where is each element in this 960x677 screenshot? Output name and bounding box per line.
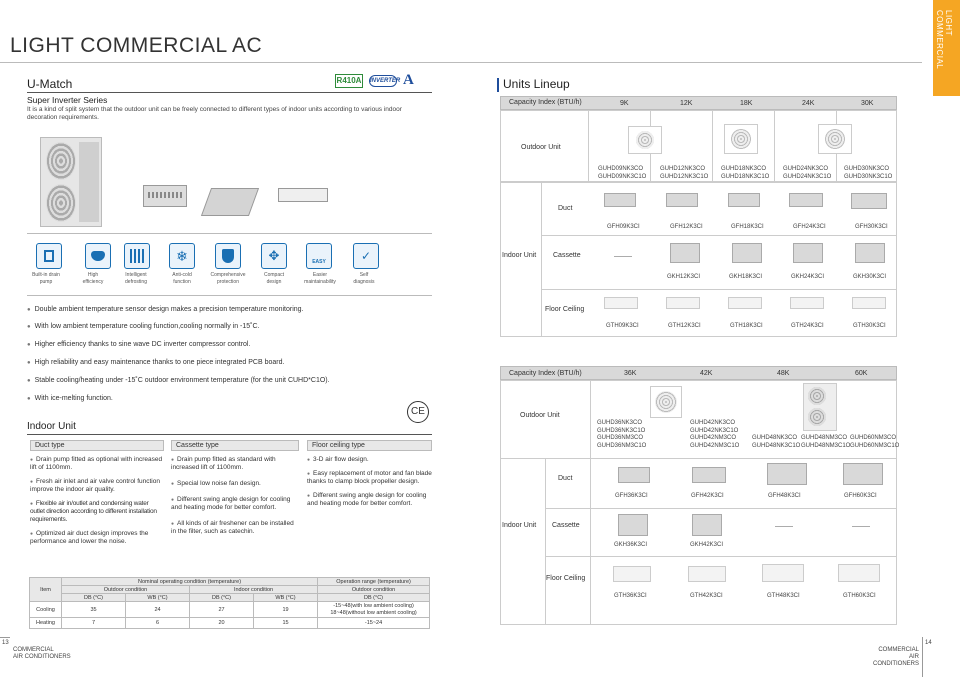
t2-outdoor-model-3 <box>752 435 800 450</box>
t2-duct-model-3: GFH48K3CI <box>768 493 801 499</box>
condition-table <box>29 577 430 629</box>
floor-feature-2: ● Easy replacement of motor and fan blade thanks to clamp block propeller design. <box>307 470 432 486</box>
cassette-feature-4: ● All kinds of air freshener can be installed in the filter, such as catechin. <box>171 520 299 536</box>
heating-range: -15~24 <box>318 618 430 629</box>
footer-right-text <box>870 647 919 668</box>
t1-cassette-model-3: GKH18K3CI <box>729 274 763 280</box>
row-cooling-label: Cooling <box>30 602 62 618</box>
th-db3: DB (°C) <box>318 594 430 602</box>
feature-label-7a: Easier <box>312 272 328 278</box>
duct-unit-image <box>666 193 698 207</box>
cooling-range-2: 18~48(without low ambient cooling) <box>330 609 417 616</box>
t1-outdoor-model-2 <box>660 165 709 181</box>
cassette-unit-image <box>670 243 700 263</box>
feature-label-3b: defrosting <box>125 279 147 285</box>
t1-floor-model-1: GTH09K3CI <box>606 323 639 329</box>
t2-cassette-model-1: GKH36K3CI <box>614 542 648 548</box>
easy-maintenance-icon <box>306 243 332 269</box>
page-number-left: 13 <box>2 640 9 646</box>
feature-label-4a: Anti-cold <box>172 272 192 278</box>
t1-outdoor-model-5 <box>844 165 893 181</box>
t1-floor-label: Floor Ceiling <box>545 306 585 313</box>
t1-cap-12k: 12K <box>680 100 693 107</box>
duct-feature-3: ● Flexible air in/outlet and condensing water outlet direction according to different installation requirements. <box>30 500 164 524</box>
feature-label-4b: function <box>173 279 191 285</box>
ce-mark: CE <box>407 401 429 423</box>
th-nominal: Nominal operating condition (temperature) <box>62 578 318 586</box>
floor-ceiling-type-column <box>307 440 432 508</box>
t1-outdoor-label: Outdoor Unit <box>521 144 561 151</box>
t1-cassette-model-2: GKH12K3CI <box>667 274 701 280</box>
self-diagnosis-icon: ✓ <box>353 243 379 269</box>
divider <box>541 182 542 337</box>
feature-label-8b: diagnosis <box>353 279 375 285</box>
t1-floor-model-5: GTH30K3CI <box>853 323 886 329</box>
row-heating-label: Heating <box>30 618 62 629</box>
divider <box>712 110 713 182</box>
floor-ceiling-heading: Floor ceiling type <box>307 440 432 451</box>
lineup-title: Units Lineup <box>503 77 570 91</box>
cell: 15 <box>254 618 318 629</box>
t2-cassette-model-4: ——— <box>852 524 870 530</box>
floor-ceiling-unit-image <box>728 297 762 309</box>
duct-feature-2: ● Fresh air inlet and air valve control function improve the indoor air quality. <box>30 478 164 494</box>
model-text: GUHD60NM3CO <box>850 435 897 441</box>
duct-unit-image <box>843 463 883 485</box>
t1-capacity-row <box>500 96 897 110</box>
th-db2: DB (°C) <box>190 594 254 602</box>
t2-floor-label: Floor Ceiling <box>546 575 586 582</box>
th-wb1: WB (°C) <box>126 594 190 602</box>
t1-duct-model-1: GFH09K3CI <box>607 224 640 230</box>
t1-floor-model-4: GTH24K3CI <box>791 323 824 329</box>
model-text: GUHD42NK3CO <box>690 420 736 426</box>
th-indoor: Indoor condition <box>190 586 318 594</box>
t1-cassette-model-1: ——— <box>614 254 632 260</box>
efficiency-icon <box>85 243 111 269</box>
section-title-lineup <box>497 77 570 92</box>
t2-floor-model-3: GTH48K3CI <box>767 593 800 599</box>
feature-labels <box>26 272 406 290</box>
feature-label-8a: Self <box>359 272 369 278</box>
model-text: GUHD60NM3C1O <box>850 442 900 449</box>
floor-ceiling-unit-image <box>613 566 651 582</box>
t1-cassette-label: Cassette <box>553 252 581 259</box>
page-title: LIGHT COMMERCIAL AC <box>10 34 263 57</box>
anti-cold-icon: ❄ <box>169 243 195 269</box>
model-text: GUHD48NK3CO <box>752 435 798 441</box>
duct-unit-image <box>767 463 807 485</box>
footer-text: COMMERCIAL <box>13 647 54 653</box>
feature-rule <box>27 233 432 234</box>
cassette-unit-image <box>201 188 259 216</box>
outdoor-unit-image <box>803 383 837 431</box>
cassette-feature-2: ● Special low noise fan design. <box>171 480 299 488</box>
t2-duct-model-4: GFH60K3CI <box>844 493 877 499</box>
bullet-3: ● Higher efficiency thanks to sine wave DC inverter compressor control. <box>27 341 250 348</box>
title-rule <box>0 62 922 63</box>
model-text: GUHD12NK3C1O <box>660 174 709 180</box>
divider <box>545 556 897 557</box>
t1-duct-model-2: GFH12K3CI <box>670 224 703 230</box>
t2-cassette-model-2: GKH42K3CI <box>690 542 724 548</box>
duct-feature-4: ● Optimized air duct design improves the performance and lower the noise. <box>30 530 164 546</box>
outdoor-unit-image <box>628 126 662 154</box>
indoor-unit-title: Indoor Unit <box>27 421 76 432</box>
bullet-5: ● Stable cooling/heating under -15˚C outdoor environment temperature (for the unit CUHD*C1O). <box>27 377 330 384</box>
bullet-1: ● Double ambient temperature sensor design makes a precision temperature monitoring. <box>27 306 304 313</box>
model-text: GUHD36NK3C1O <box>597 427 646 434</box>
model-text: GUHD36NM3CO <box>597 435 644 441</box>
t2-indoor-label: Indoor Unit <box>502 522 537 529</box>
duct-type-column <box>30 440 164 546</box>
section-title-umatch: U-Match <box>27 77 73 91</box>
feature-label-6b: design <box>266 279 282 285</box>
footer-text: COMMERCIAL <box>878 647 919 653</box>
t2-floor-model-2: GTH42K3CI <box>690 593 723 599</box>
floor-ceiling-unit-image <box>838 564 880 582</box>
protection-shield-icon <box>215 243 241 269</box>
floor-ceiling-unit-image <box>278 188 328 202</box>
t2-cap-42k: 42K <box>700 370 713 377</box>
t1-outdoor-model-1 <box>598 165 647 181</box>
floor-ceiling-unit-image <box>688 566 726 582</box>
floor-ceiling-unit-image <box>666 297 700 309</box>
outdoor-unit-image <box>40 137 102 227</box>
model-text: GUHD09NK3CO <box>598 166 644 172</box>
easy-label: EASY <box>312 259 326 265</box>
duct-unit-image <box>143 185 187 207</box>
t1-duct-model-3: GFH18K3CI <box>731 224 764 230</box>
t2-cassette-label: Cassette <box>552 522 580 529</box>
divider <box>545 508 897 509</box>
bullet-4: ● High reliability and easy maintenance thanks to one piece integrated PCB board. <box>27 359 284 366</box>
cooling-range-1: -15~48(with low ambient cooling) <box>333 602 414 609</box>
t2-outdoor-model-4 <box>801 435 850 450</box>
side-tab-label: LIGHT COMMERCIAL <box>935 10 953 70</box>
cassette-feature-1: ● Drain pump fitted as standard with increased lift of 1100mm. <box>171 456 299 472</box>
footer-left-text <box>13 647 71 661</box>
title-bar-marker <box>497 78 499 92</box>
model-text: GUHD36NM3C1O <box>597 442 647 449</box>
model-text: GUHD48NM3CO <box>801 435 848 441</box>
footer-right-rule <box>922 637 923 677</box>
feature-label-5b: protection <box>217 279 239 285</box>
th-item: Item <box>30 578 62 602</box>
model-text: GUHD42NM3CO <box>690 435 737 441</box>
t1-cassette-model-4: GKH24K3CI <box>791 274 825 280</box>
cassette-unit-image <box>692 514 722 536</box>
compact-design-icon: ✥ <box>261 243 287 269</box>
page-number-right: 14 <box>925 640 932 646</box>
t2-duct-model-1: GFH36K3CI <box>615 493 648 499</box>
footer-text: AIR CONDITIONERS <box>13 654 71 660</box>
t2-capacity-row <box>500 366 897 380</box>
t2-duct-model-2: GFH42K3CI <box>691 493 724 499</box>
model-text: GUHD42NK3C1O <box>690 427 739 434</box>
duct-unit-image <box>618 467 650 483</box>
divider <box>545 458 546 625</box>
duct-unit-image <box>789 193 823 207</box>
t2-outdoor-model-2 <box>690 420 739 450</box>
feature-label-2a: High <box>87 272 99 278</box>
drain-pump-icon <box>36 243 62 269</box>
model-text: GUHD48NK3C1O <box>752 442 801 449</box>
model-text: GUHD36NK3CO <box>597 420 643 426</box>
series-title: Super Inverter Series <box>27 95 108 105</box>
t1-floor-model-2: GTH12K3CI <box>668 323 701 329</box>
footer-text: AIR CONDITIONERS <box>872 654 919 667</box>
feature-label-1a: Built-in drain <box>32 272 60 278</box>
floor-ceiling-unit-image <box>762 564 804 582</box>
t1-duct-model-4: GFH24K3CI <box>793 224 826 230</box>
defrost-icon <box>124 243 150 269</box>
feature-label-1b: pump <box>39 279 53 285</box>
t2-cap-36k: 36K <box>624 370 637 377</box>
t2-outdoor-label: Outdoor Unit <box>520 412 560 419</box>
t2-duct-label: Duct <box>558 475 573 482</box>
t1-cap-24k: 24K <box>802 100 815 107</box>
inverter-badge: INVERTER <box>369 75 397 87</box>
model-text: GUHD09NK3C1O <box>598 174 647 180</box>
model-text: GUHD42NM3C1O <box>690 442 740 449</box>
t2-floor-model-4: GTH60K3CI <box>843 593 876 599</box>
outdoor-unit-image <box>650 386 682 418</box>
cassette-unit-image <box>618 514 648 536</box>
th-db1: DB (°C) <box>62 594 126 602</box>
th-range-outdoor: Outdoor condition <box>318 586 430 594</box>
cell: 19 <box>254 602 318 618</box>
t2-cap-48k: 48K <box>777 370 790 377</box>
t1-cap-30k: 30K <box>861 100 874 107</box>
t2-cassette-model-3: ——— <box>775 524 793 530</box>
t1-cap-9k: 9K <box>620 100 629 107</box>
table-row <box>30 602 430 618</box>
section-rule <box>27 92 432 93</box>
feature-label-6a: Compact <box>263 272 284 278</box>
cassette-unit-image <box>732 243 762 263</box>
cell: 20 <box>190 618 254 629</box>
t1-duct-label: Duct <box>558 205 573 212</box>
bullet-2: ● With low ambient temperature cooling function,cooling normally in -15˚C. <box>27 323 260 330</box>
duct-unit-image <box>604 193 636 207</box>
t1-cap-label: Capacity Index (BTU/h) <box>509 99 582 106</box>
r410a-badge: R410A <box>335 74 363 88</box>
model-text: GUHD18NK3C1O <box>721 174 770 180</box>
side-tab <box>933 0 960 96</box>
th-outdoor: Outdoor condition <box>62 586 190 594</box>
divider <box>541 289 897 290</box>
cassette-unit-image <box>855 243 885 263</box>
cell: 35 <box>62 602 126 618</box>
table-row <box>30 618 430 629</box>
divider <box>588 110 589 182</box>
t2-cap-60k: 60K <box>855 370 868 377</box>
t2-floor-model-1: GTH36K3CI <box>614 593 647 599</box>
feature-label-3a: Intelligent <box>125 272 147 278</box>
feature-label-7b: maintainability <box>304 279 336 285</box>
duct-unit-image <box>728 193 760 207</box>
outdoor-unit-image <box>818 124 852 154</box>
cassette-type-column <box>171 440 299 536</box>
divider <box>500 458 897 459</box>
series-desc: It is a kind of split system that the outdoor unit can be freely connected to different types of indoor units according to various indoor decoration requirements. <box>27 106 402 121</box>
model-text: GUHD30NK3CO <box>844 166 890 172</box>
indoor-rule <box>27 434 432 435</box>
model-text: GUHD24NK3CO <box>783 166 829 172</box>
outdoor-unit-image <box>724 124 758 154</box>
cell: 7 <box>62 618 126 629</box>
duct-unit-image <box>692 467 726 483</box>
model-text: GUHD30NK3C1O <box>844 174 893 180</box>
th-range: Operation range (temperature) <box>318 578 430 586</box>
cell: 27 <box>190 602 254 618</box>
bullets-rule <box>27 295 432 296</box>
divider <box>590 380 591 625</box>
t2-outdoor-model-1 <box>597 420 646 450</box>
floor-feature-3: ● Different swing angle design for cooling and heating mode for better comfort. <box>307 492 432 508</box>
t1-outdoor-model-4 <box>783 165 832 181</box>
t2-outdoor-model-5 <box>850 435 899 450</box>
cassette-unit-image <box>793 243 823 263</box>
duct-unit-image <box>851 193 887 209</box>
t1-floor-model-3: GTH18K3CI <box>730 323 763 329</box>
duct-feature-1: ● Drain pump fitted as optional with increased lift of 1100mm. <box>30 456 164 472</box>
model-text: GUHD24NK3C1O <box>783 174 832 180</box>
feature-label-2b: efficiency <box>82 279 104 285</box>
t1-outdoor-model-3 <box>721 165 770 181</box>
divider <box>774 110 775 182</box>
model-text: GUHD12NK3CO <box>660 166 706 172</box>
cassette-type-heading: Cassette type <box>171 440 299 451</box>
th-wb2: WB (°C) <box>254 594 318 602</box>
t1-duct-model-5: GFH30K3CI <box>855 224 888 230</box>
energy-badge: A <box>403 72 414 88</box>
t1-cassette-model-5: GKH30K3CI <box>853 274 887 280</box>
model-text: GUHD18NK3CO <box>721 166 767 172</box>
divider <box>541 235 897 236</box>
bullet-6: ● With ice-melting function. <box>27 395 113 402</box>
model-text: GUHD48NM3C1O <box>801 442 851 449</box>
floor-ceiling-unit-image <box>604 297 638 309</box>
cell: 6 <box>126 618 190 629</box>
floor-ceiling-unit-image <box>852 297 886 309</box>
t2-cap-label: Capacity Index (BTU/h) <box>509 370 582 377</box>
t1-indoor-label: Indoor Unit <box>502 252 537 259</box>
feature-label-5a: Comprehensive <box>210 272 246 278</box>
floor-feature-1: ● 3-D air flow design. <box>307 456 432 464</box>
floor-ceiling-unit-image <box>790 297 824 309</box>
duct-type-heading: Duct type <box>30 440 164 451</box>
t1-cap-18k: 18K <box>740 100 753 107</box>
cassette-feature-3: ● Different swing angle design for cooling and heating mode for better comfort. <box>171 496 299 512</box>
cell: 24 <box>126 602 190 618</box>
